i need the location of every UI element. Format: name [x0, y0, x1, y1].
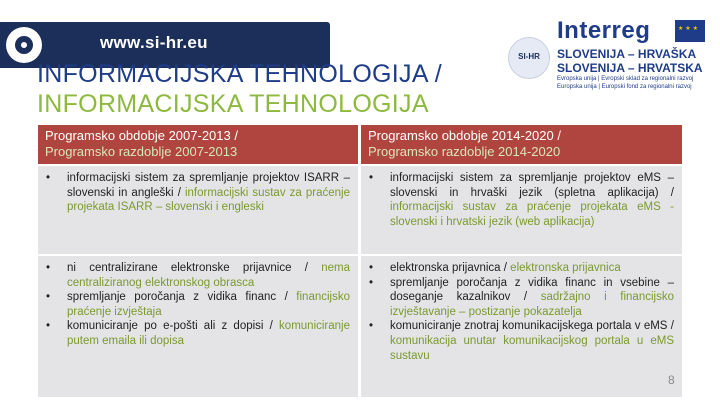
si-hr-badge: SI-HR: [508, 37, 550, 79]
logo-line-1: SLOVENIJA – HRVAŠKA: [557, 47, 697, 61]
page-number: 8: [668, 373, 675, 387]
row1-left-cell: [38, 166, 358, 254]
logo-brand: Interreg: [557, 17, 651, 44]
list-item: • spremljanje poročanja z vidika financ in vsebine – doseganje kazalnikov / sadržajno i financijsko izvještavanje – postizanje pokazatelja: [369, 276, 674, 320]
slide-title-si: INFORMACIJSKA TEHNOLOGIJA /: [37, 60, 442, 88]
eu-flag-icon: [675, 20, 705, 42]
header-right: [361, 125, 682, 164]
row2-right-cell: [361, 256, 682, 397]
header-left-si: Programsko obdobje 2007-2013 /: [45, 128, 238, 143]
list-item: • elektronska prijavnica / elektronska prijavnica: [369, 261, 674, 276]
row1-right-cell: [361, 166, 682, 254]
header-left: [38, 125, 358, 164]
comparison-table: [38, 125, 682, 397]
list-item: • spremljanje poročanja z vidika financ / financijsko praćenje izvještaja: [46, 290, 350, 319]
logo-line-2: SLOVENIJA – HRVATSKA: [557, 61, 703, 75]
list-item: • komuniciranje po e-pošti ali z dopisi / komuniciranje putem emaila ili dopisa: [46, 319, 350, 348]
list-item: • komuniciranje znotraj komunikacijskega portala v eMS / komunikacija unutar komunikacijskog portala u eMS sustavu: [369, 319, 674, 363]
list-item: • informacijski sistem za spremljanje projektov ISARR – slovenski in angleški / informacijski sustav za praćenje projekata ISARR – slovenski i engleski: [46, 171, 350, 215]
list-item: • ni centralizirane elektronske prijavnice / nema centraliziranog elektronskog obrasca: [46, 261, 350, 290]
row2-left-cell: [38, 256, 358, 397]
interreg-logo: [505, 15, 715, 95]
logo-line-3: Evropska unija | Evropski sklad za regionalni razvoj: [557, 76, 694, 82]
list-item: • informacijski sistem za spremljanje projektov eMS – slovenski in hrvaški jezik (spletna aplikacija) / informacijski sustav za praćenje projekata eMS - slovenski i hrvatski jezik (web aplikacija): [369, 171, 674, 229]
header-right-hr: Programsko razdoblje 2014-2020: [368, 144, 561, 159]
header-right-si: Programsko obdobje 2014-2020 /: [368, 128, 561, 143]
program-logo-icon: [6, 27, 42, 63]
header-left-hr: Programsko razdoblje 2007-2013: [45, 144, 238, 159]
slide-title-hr: INFORMACIJSKA TEHNOLOGIJA: [37, 90, 429, 118]
site-url[interactable]: www.si-hr.eu: [100, 33, 208, 52]
logo-line-4: Europska unija | Europski fond za regionalni razvoj: [557, 84, 692, 90]
